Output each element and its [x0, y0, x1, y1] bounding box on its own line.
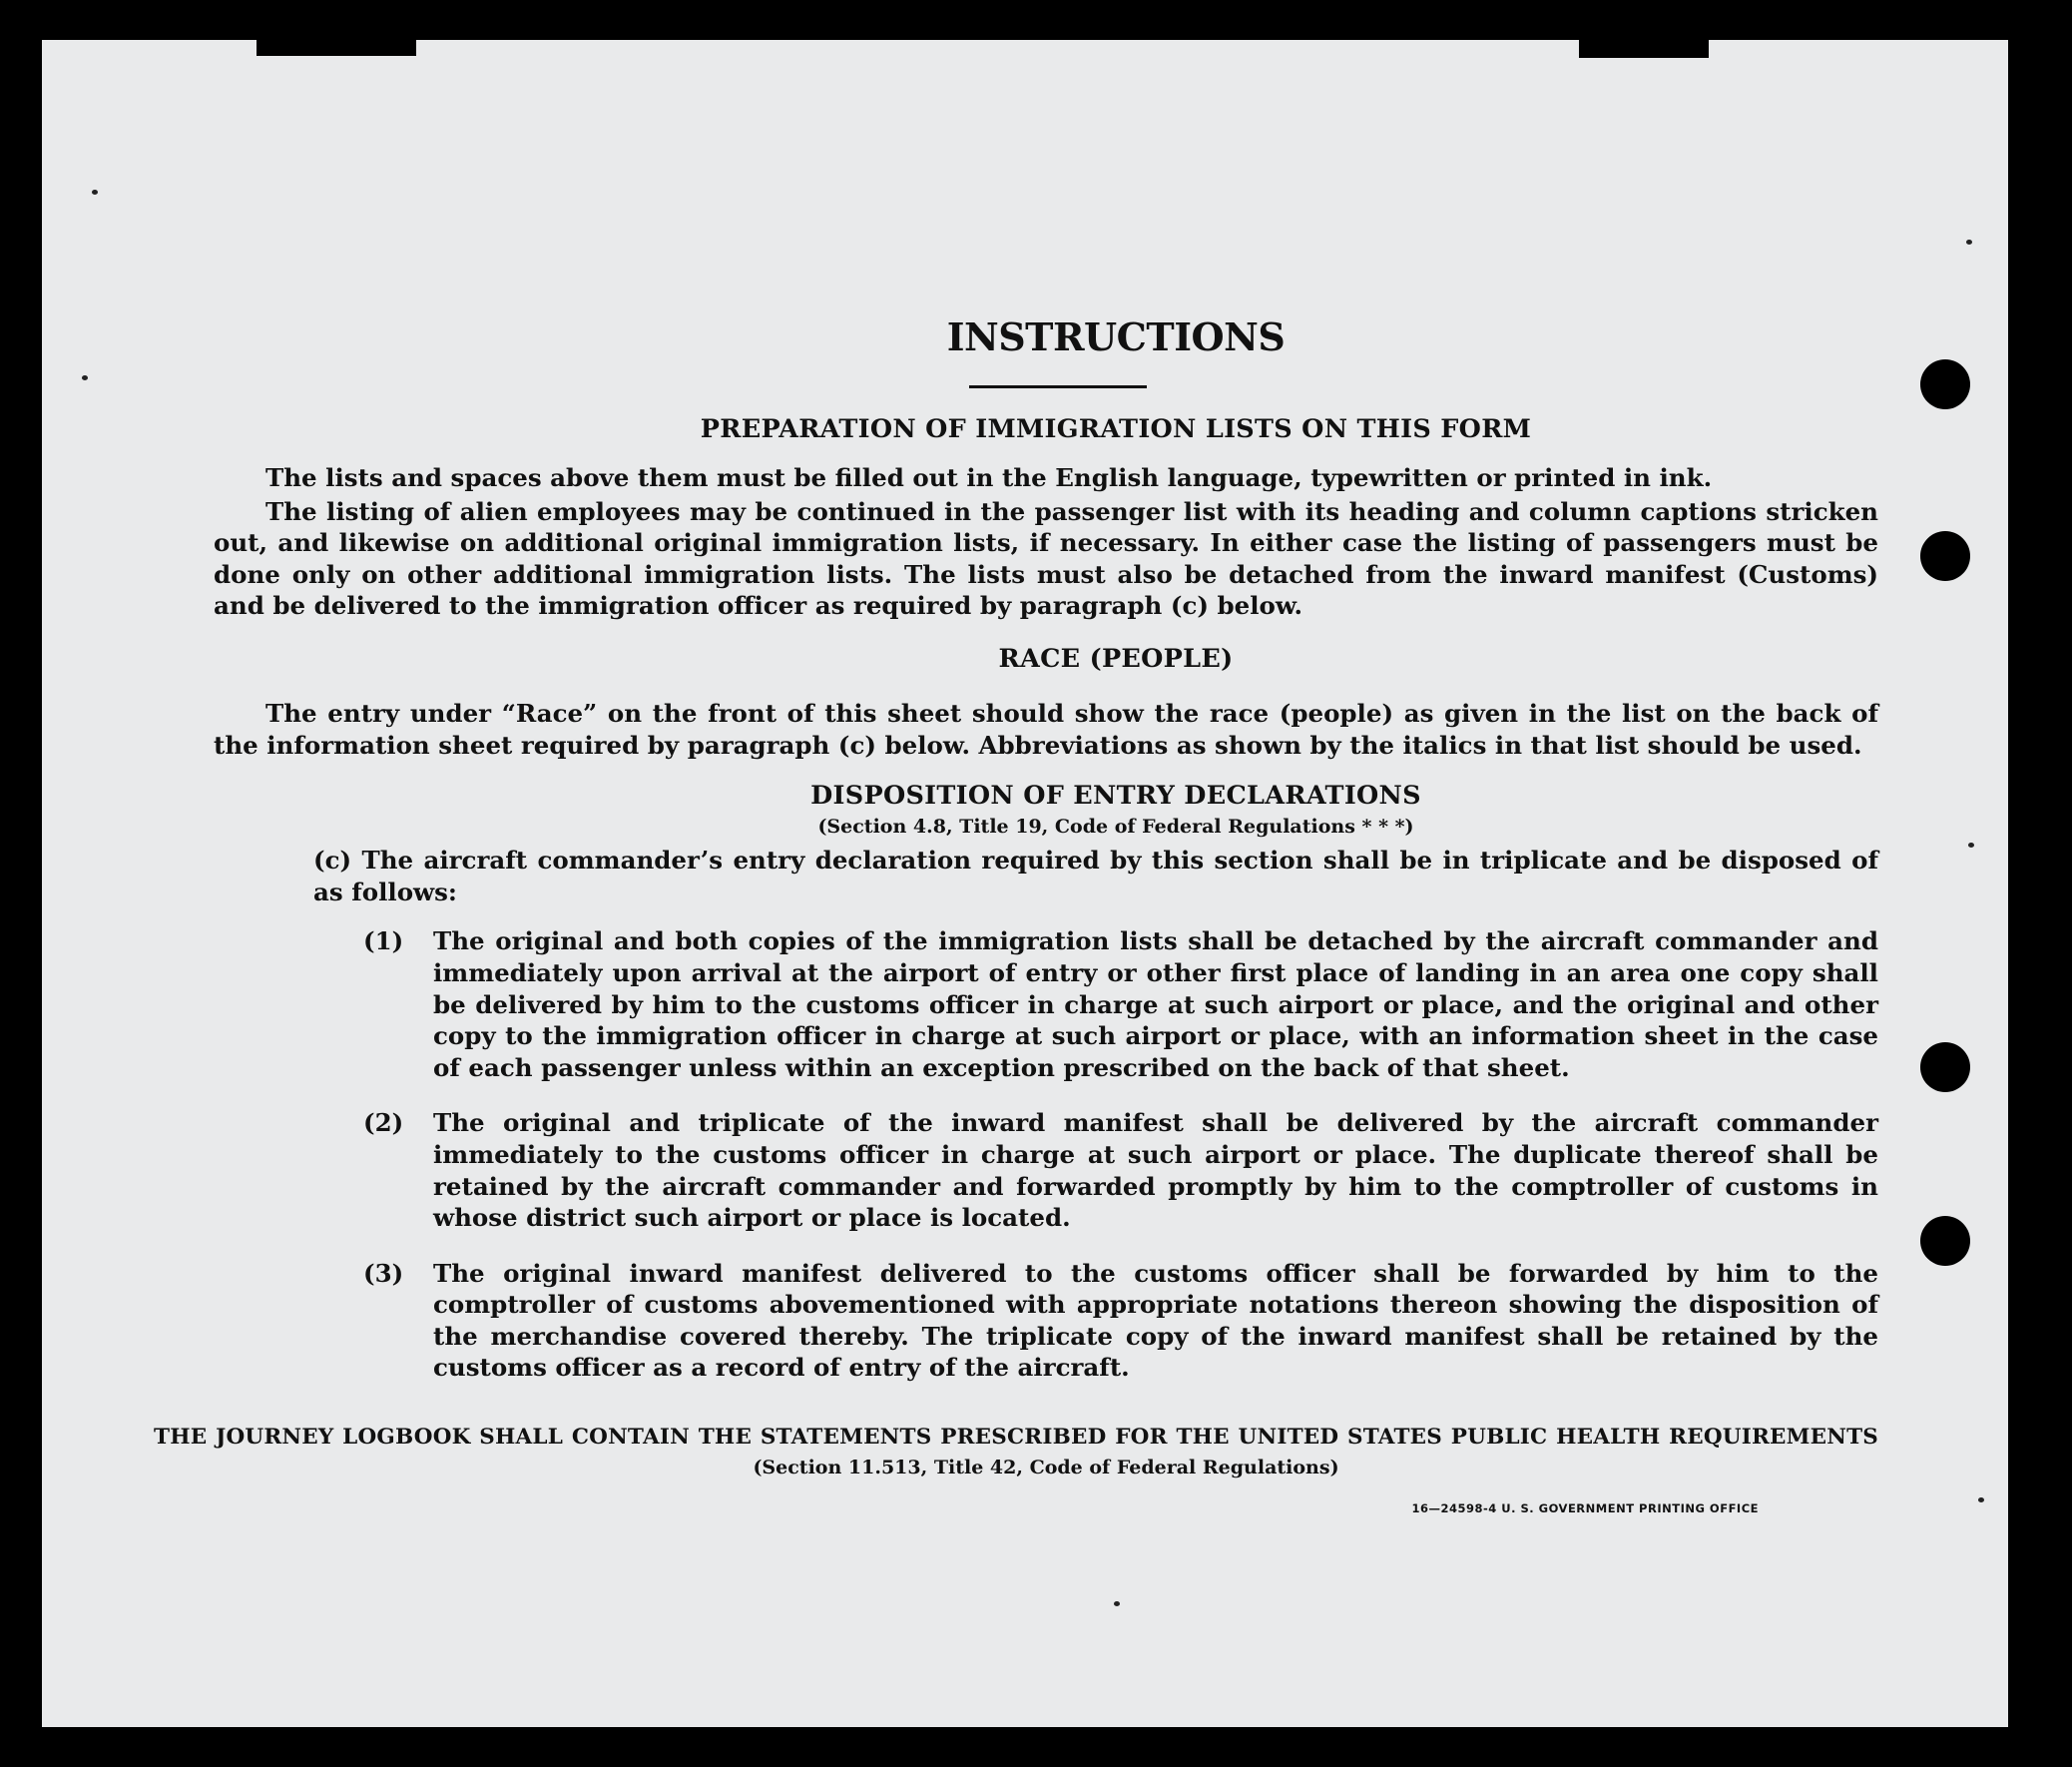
list-item-number: (2) [363, 1108, 404, 1138]
list-item-text: The original and triplicate of the inward manifest shall be delivered by the aircraft commander immediately to the customs officer in charge at such airport or place. The duplicate thereof shall be retained by the aircraft commander and forwarded promptly by him to the comptroller of customs in whose district such airport or place is located. [433, 1108, 1878, 1233]
title-rule [969, 385, 1147, 388]
punch-hole [1920, 1042, 1970, 1092]
paper-speck [1114, 1601, 1120, 1606]
section-heading-disposition: DISPOSITION OF ENTRY DECLARATIONS [810, 781, 1421, 812]
list-item-text: The original inward manifest delivered to the customs officer shall be forwarded by him to the comptroller of customs abovementioned with appropriate notations thereon showing the disposition of the merchandise covered thereby. The triplicate copy of the inward manifest shall be retained by the customs officer as a record of entry of the aircraft. [433, 1258, 1878, 1383]
paragraph: The listing of alien employees may be continued in the passenger list with its heading and column captions stricken out, and likewise on additional original immigration lists, if necessary. In either case the listing of passengers must be done only on other additional immigration lists. The lists must also be detached from the inward manifest (Customs) and be delivered to the immigration officer as required by paragraph (c) below. [214, 496, 1878, 621]
list-item-number: (1) [363, 926, 404, 956]
health-requirements-citation: (Section 11.513, Title 42, Code of Federal Regulations) [753, 1456, 1339, 1478]
paper-speck [82, 375, 88, 380]
paragraph: The entry under “Race” on the front of this sheet should show the race (people) as given in the list on the back of the information sheet required by paragraph (c) below. Abbreviations as shown by the italics in that list should be used. [214, 698, 1878, 760]
paper-speck [1968, 843, 1974, 848]
section-citation: (Section 4.8, Title 19, Code of Federal Regulations * * *) [817, 816, 1414, 839]
page-tear [1579, 34, 1709, 58]
document-page [42, 40, 2008, 1727]
page-title: INSTRUCTIONS [946, 314, 1286, 359]
list-item-number: (3) [363, 1258, 404, 1288]
paper-speck [1966, 240, 1972, 245]
section-heading-race: RACE (PEOPLE) [998, 643, 1234, 674]
paper-speck [1978, 1497, 1984, 1502]
page-tear [257, 34, 416, 56]
punch-hole [1920, 1216, 1970, 1266]
punch-hole [1920, 359, 1970, 409]
printing-office-code: 16—24598-4 U. S. GOVERNMENT PRINTING OFFICE [1411, 1501, 1759, 1515]
list-item-text: The original and both copies of the immigration lists shall be detached by the aircraft commander and immediately upon arrival at the airport of entry or other first place of landing in an area one copy shall be delivered by him to the customs officer in charge at such airport or place, and the original and other copy to the immigration officer in charge at such airport or place, with an information sheet in the case of each passenger unless within an exception prescribed on the back of that sheet. [433, 926, 1878, 1082]
paragraph: The lists and spaces above them must be filled out in the English language, typewritten or printed in ink. [265, 463, 1713, 492]
health-requirements-statement: THE JOURNEY LOGBOOK SHALL CONTAIN THE STATEMENTS PRESCRIBED FOR THE UNITED STATES PUBLIC HEALTH REQUIREMENTS [154, 1425, 1878, 1451]
paper-speck [92, 190, 98, 195]
punch-hole [1920, 531, 1970, 581]
list-item [214, 1107, 1878, 1233]
paragraph-c: (c) The aircraft commander’s entry declaration required by this section shall be in triplicate and be disposed of as follows: [313, 846, 1878, 906]
list-item [214, 1258, 1878, 1384]
instructions-body [154, 309, 1878, 1481]
list-item [214, 925, 1878, 1083]
section-heading-preparation: PREPARATION OF IMMIGRATION LISTS ON THIS FORM [700, 414, 1532, 444]
